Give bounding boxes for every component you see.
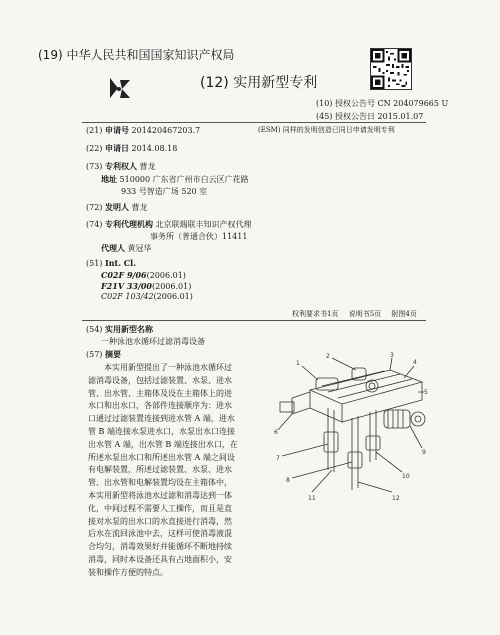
title-label: 实用新型名称	[104, 324, 153, 334]
ipc-entry	[101, 281, 191, 291]
ipc-class: F21V 33/00	[101, 281, 152, 291]
esm-note: (ESM) 同样的发明创造已同日申请发明专利	[258, 126, 395, 134]
abstract-code: (57)	[86, 350, 103, 359]
inventor-code: (72)	[86, 203, 103, 212]
svg-text:8: 8	[286, 477, 290, 484]
doc-type: 实用新型专利	[233, 75, 318, 91]
inventor-value: 曹龙	[131, 203, 148, 212]
ipc-entry	[101, 292, 193, 301]
qr-code	[370, 48, 412, 90]
pub-no-label: 授权公告号	[334, 99, 375, 108]
address-row	[101, 174, 249, 185]
svg-text:4: 4	[413, 359, 417, 366]
agency-line-2: 事务所（普通合伙）11411	[150, 232, 248, 241]
svg-text:10: 10	[402, 473, 410, 480]
svg-text:7: 7	[276, 455, 280, 462]
svg-text:12: 12	[392, 495, 400, 502]
agent-label: 代理人	[101, 243, 125, 253]
doc-type-code: (12)	[200, 75, 229, 91]
application-number-row	[86, 125, 200, 136]
ipc-version: (2006.01)	[152, 282, 192, 291]
address-label: 地址	[101, 174, 117, 184]
application-date-row	[86, 143, 177, 154]
pub-no-code: (10)	[316, 99, 333, 108]
utility-model-title: 一种泳池水循环过滤消毒设备	[101, 337, 205, 346]
publication-number-row	[316, 98, 448, 109]
app-date-label: 申请日	[104, 143, 129, 153]
svg-text:2: 2	[326, 353, 330, 360]
abstract-label: 摘要	[104, 349, 121, 359]
claims-pages: 权利要求书1页	[292, 310, 339, 318]
pub-date-code: (45)	[316, 112, 333, 121]
assignee-value: 曹龙	[139, 162, 156, 171]
title-heading	[86, 324, 153, 335]
svg-text:3: 3	[390, 352, 394, 359]
cnipa-emblem-icon	[104, 74, 134, 104]
agency-code: (74)	[86, 220, 103, 229]
svg-text:6: 6	[274, 429, 278, 436]
header-divider	[82, 122, 426, 123]
ipc-heading	[86, 258, 136, 268]
svg-text:11: 11	[308, 495, 316, 502]
office-header	[38, 46, 234, 63]
abstract-heading	[86, 349, 121, 360]
page-counts	[284, 309, 417, 319]
pub-date-label: 授权公告日	[334, 112, 375, 121]
agency-label: 专利代理机构	[104, 219, 153, 229]
address-line-2: 933 号智造广场 520 室	[121, 187, 208, 196]
ipc-code: (51)	[86, 259, 103, 268]
agent-value: 黄冠华	[127, 244, 152, 253]
doc-type-heading	[200, 72, 317, 92]
agent-row	[101, 243, 152, 254]
address-line-1: 510000 广东省广州市白云区广花路	[119, 175, 249, 184]
app-date-code: (22)	[86, 144, 103, 153]
ipc-class: C02F 103/42	[101, 292, 154, 301]
app-no-value: 201420467203.7	[131, 126, 201, 135]
svg-text:1: 1	[296, 360, 300, 367]
ipc-class: C02F 9/06	[101, 270, 147, 280]
country-code: (19)	[38, 48, 63, 62]
description-pages: 说明书5页	[348, 310, 382, 318]
assignee-row	[86, 161, 156, 172]
office-name: 中华人民共和国国家知识产权局	[66, 48, 235, 62]
representative-drawing	[272, 352, 432, 502]
assignee-label: 专利权人	[104, 161, 137, 171]
abstract-text: 本实用新型提出了一种泳池水循环过滤消毒设备，包括过滤装置、水泵、进水管、出水管、主箱体及设在主箱体上的进水口和出水口，各部件连接顺序为：进水口通过过滤装置连接到进水管 A 端，进水管 B 端连接水泵进水口，水泵出水口连接出水管 A 端，出水管 B 端连接出水口，在所述水泵出水口和所述出水管 A 端之间设有电解装置，所述过滤装置、水泵、进水管、出水管和电解装置均设在主箱体中，本实用新型将泳池水过滤和消毒达到一体化，中间过程不需要人工操作，而且是直接对水泵的出水口的水直接进行消毒，然后水在流回泳池中去，这样可使消毒液混合均匀，消毒效果好并能循环不断地持续消毒，同时本设备还具有占地面积小，安装和操作方便的特点。	[88, 363, 238, 577]
ipc-entry	[101, 270, 186, 280]
ipc-version: (2006.01)	[153, 292, 193, 301]
svg-text:9: 9	[422, 449, 426, 456]
biblio-divider	[82, 320, 426, 321]
agency-line-1: 北京联瑞联丰知识产权代理	[155, 220, 252, 229]
svg-text:5: 5	[424, 389, 428, 396]
publication-date-row	[316, 111, 423, 122]
inventor-row	[86, 202, 148, 213]
pub-no-value: CN 204079665 U	[377, 99, 449, 108]
ipc-label: Int. Cl.	[104, 258, 136, 268]
assignee-code: (73)	[86, 162, 103, 171]
agency-row	[86, 219, 252, 230]
title-code: (54)	[86, 325, 103, 334]
app-no-label: 申请号	[104, 125, 129, 135]
ipc-version: (2006.01)	[146, 271, 186, 280]
inventor-label: 发明人	[104, 202, 129, 212]
pub-date-value: 2015.01.07	[377, 112, 424, 121]
app-date-value: 2014.08.18	[131, 144, 178, 153]
app-no-code: (21)	[86, 126, 103, 135]
drawing-pages: 附图4页	[391, 310, 417, 318]
